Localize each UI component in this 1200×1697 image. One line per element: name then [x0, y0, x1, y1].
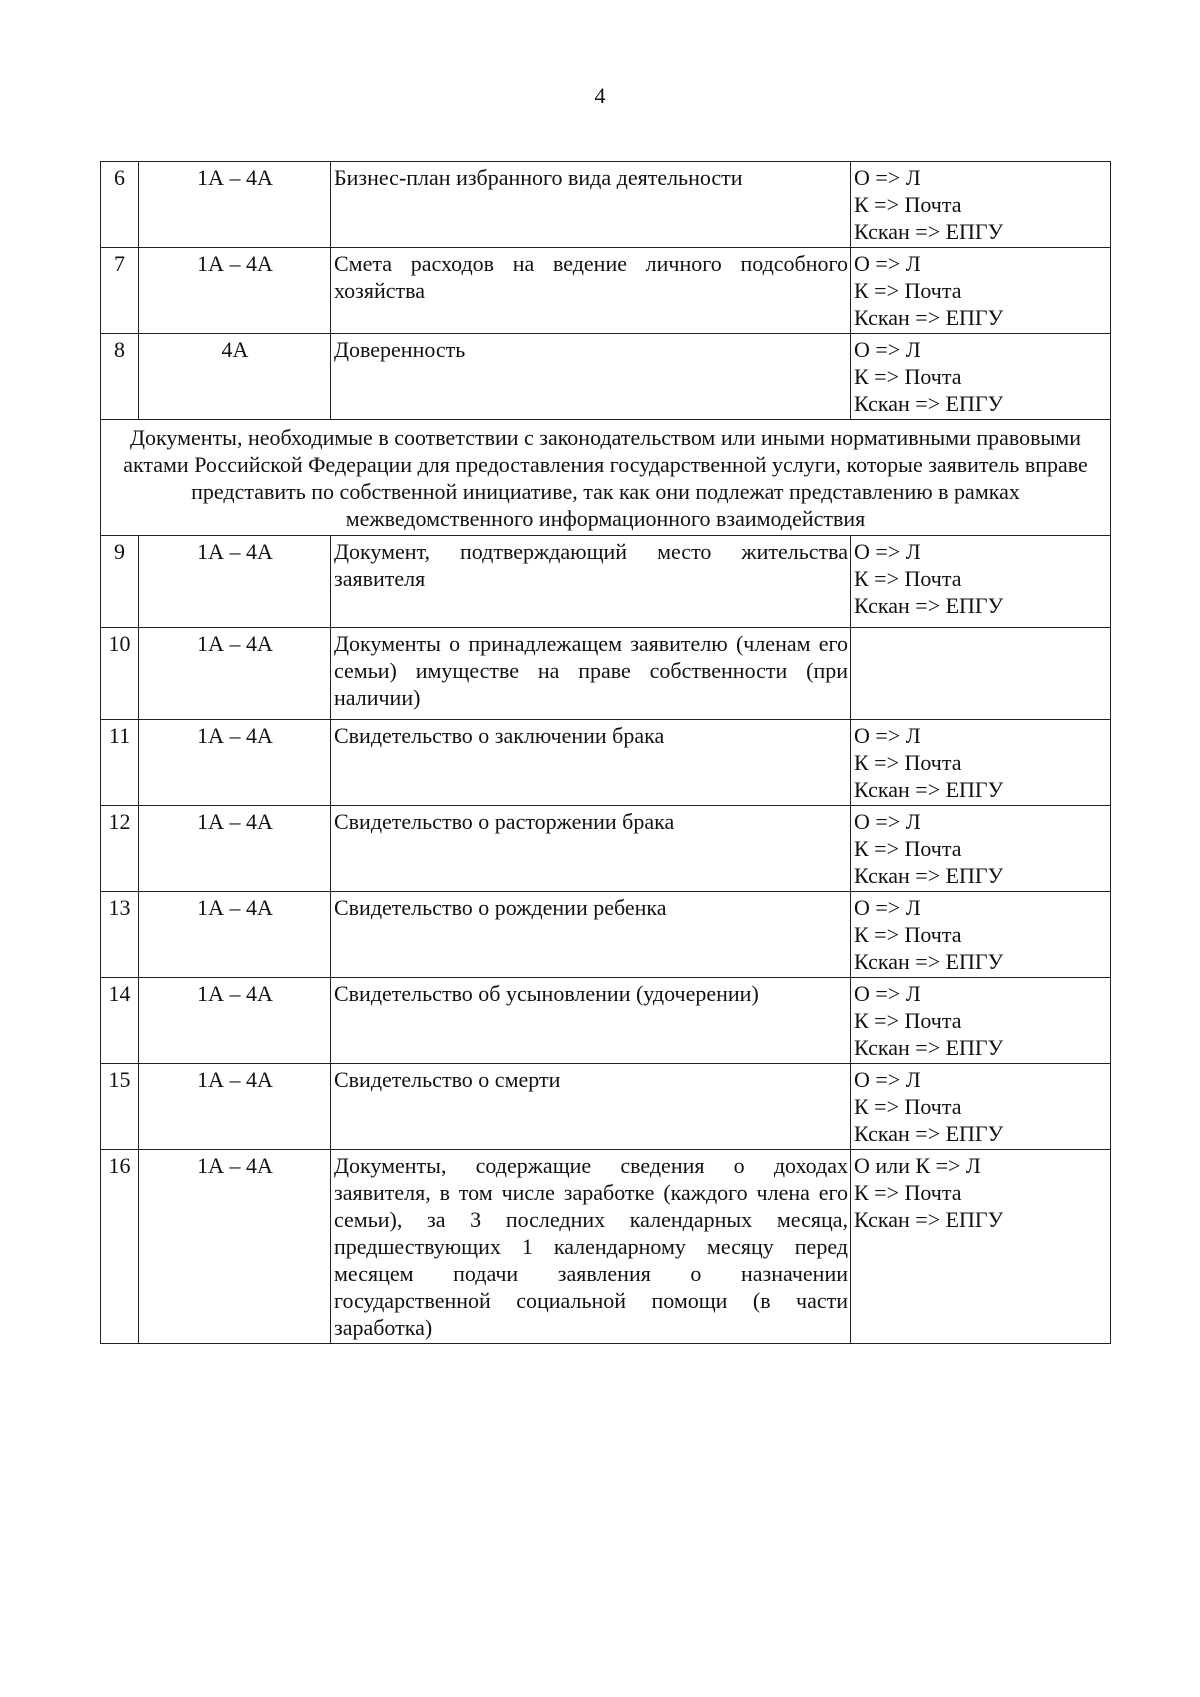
table-row — [101, 892, 1111, 978]
row-number: 15 — [101, 1064, 139, 1150]
table-row — [101, 978, 1111, 1064]
row-category: 1А – 4А — [139, 978, 331, 1064]
method-line: К => Почта — [854, 922, 962, 947]
method-line: О => Л — [854, 981, 921, 1006]
method-line: О => Л — [854, 723, 921, 748]
table-row — [101, 162, 1111, 248]
method-line: О => Л — [854, 251, 921, 276]
method-line: Кскан => ЕПГУ — [854, 391, 1004, 416]
row-methods — [851, 162, 1111, 248]
table-row — [101, 536, 1111, 628]
method-line: Кскан => ЕПГУ — [854, 1207, 1004, 1232]
row-number: 10 — [101, 628, 139, 720]
method-line: Кскан => ЕПГУ — [854, 949, 1004, 974]
row-category: 1А – 4А — [139, 248, 331, 334]
method-line: К => Почта — [854, 836, 962, 861]
method-line: К => Почта — [854, 1094, 962, 1119]
table-row — [101, 1150, 1111, 1344]
method-line: К => Почта — [854, 278, 962, 303]
row-methods — [851, 1064, 1111, 1150]
method-line: Кскан => ЕПГУ — [854, 863, 1004, 888]
row-number: 7 — [101, 248, 139, 334]
row-category: 1А – 4А — [139, 892, 331, 978]
row-description: Свидетельство о рождении ребенка — [331, 892, 851, 978]
row-number: 8 — [101, 334, 139, 420]
method-line: Кскан => ЕПГУ — [854, 1121, 1004, 1146]
table-row — [101, 806, 1111, 892]
row-category: 1А – 4А — [139, 162, 331, 248]
row-category: 4А — [139, 334, 331, 420]
documents-table — [100, 161, 1111, 1344]
row-description: Доверенность — [331, 334, 851, 420]
row-description: Бизнес-план избранного вида деятельности — [331, 162, 851, 248]
row-description: Смета расходов на ведение личного подсобного хозяйства — [331, 248, 851, 334]
row-description: Документ, подтверждающий место жительства заявителя — [331, 536, 851, 628]
row-number: 12 — [101, 806, 139, 892]
method-line: О => Л — [854, 809, 921, 834]
method-line: Кскан => ЕПГУ — [854, 219, 1004, 244]
row-number: 13 — [101, 892, 139, 978]
method-line: О => Л — [854, 1067, 921, 1092]
row-methods — [851, 628, 1111, 720]
row-description: Свидетельство об усыновлении (удочерении) — [331, 978, 851, 1064]
table-row — [101, 334, 1111, 420]
method-line: О => Л — [854, 539, 921, 564]
row-description: Документы, содержащие сведения о доходах заявителя, в том числе заработке (каждого члена его семьи), за 3 последних календарных месяца, предшествующих 1 календарному месяцу перед месяцем подачи заявления о назначении государственной социальной помощи (в части заработка) — [331, 1150, 851, 1344]
row-category: 1А – 4А — [139, 806, 331, 892]
method-line: Кскан => ЕПГУ — [854, 1035, 1004, 1060]
table-row — [101, 248, 1111, 334]
method-line: Кскан => ЕПГУ — [854, 777, 1004, 802]
method-line: К => Почта — [854, 1180, 962, 1205]
table-row — [101, 1064, 1111, 1150]
row-category: 1А – 4А — [139, 628, 331, 720]
method-line: О => Л — [854, 165, 921, 190]
method-line: К => Почта — [854, 750, 962, 775]
section-header: Документы, необходимые в соответствии с законодательством или иными нормативными правовыми актами Российской Федерации для предоставления государственной услуги, которые заявитель вправе представить по собственной инициативе, так как они подлежат представлению в рамках межведомственного информационного взаимодействия — [101, 420, 1111, 536]
row-category: 1А – 4А — [139, 720, 331, 806]
row-category: 1А – 4А — [139, 1150, 331, 1344]
row-number: 6 — [101, 162, 139, 248]
section-header-row — [101, 420, 1111, 536]
row-methods — [851, 892, 1111, 978]
method-line: Кскан => ЕПГУ — [854, 593, 1004, 618]
method-line: К => Почта — [854, 364, 962, 389]
row-methods — [851, 806, 1111, 892]
page-number: 4 — [594, 83, 606, 108]
row-methods — [851, 536, 1111, 628]
method-line: О => Л — [854, 895, 921, 920]
method-line: К => Почта — [854, 1008, 962, 1033]
method-line: К => Почта — [854, 566, 962, 591]
method-line: Кскан => ЕПГУ — [854, 305, 1004, 330]
row-description: Свидетельство о заключении брака — [331, 720, 851, 806]
row-methods — [851, 978, 1111, 1064]
row-methods — [851, 334, 1111, 420]
row-methods — [851, 720, 1111, 806]
method-line: О или К => Л — [854, 1153, 981, 1178]
row-methods — [851, 1150, 1111, 1344]
table-row — [101, 628, 1111, 720]
row-category: 1А – 4А — [139, 1064, 331, 1150]
row-number: 11 — [101, 720, 139, 806]
row-number: 14 — [101, 978, 139, 1064]
row-description: Свидетельство о расторжении брака — [331, 806, 851, 892]
row-number: 9 — [101, 536, 139, 628]
method-line: О => Л — [854, 337, 921, 362]
row-description: Свидетельство о смерти — [331, 1064, 851, 1150]
method-line: К => Почта — [854, 192, 962, 217]
row-methods — [851, 248, 1111, 334]
row-category: 1А – 4А — [139, 536, 331, 628]
table-row — [101, 720, 1111, 806]
row-number: 16 — [101, 1150, 139, 1344]
row-description: Документы о принадлежащем заявителю (членам его семьи) имуществе на праве собственности (при наличии) — [331, 628, 851, 720]
